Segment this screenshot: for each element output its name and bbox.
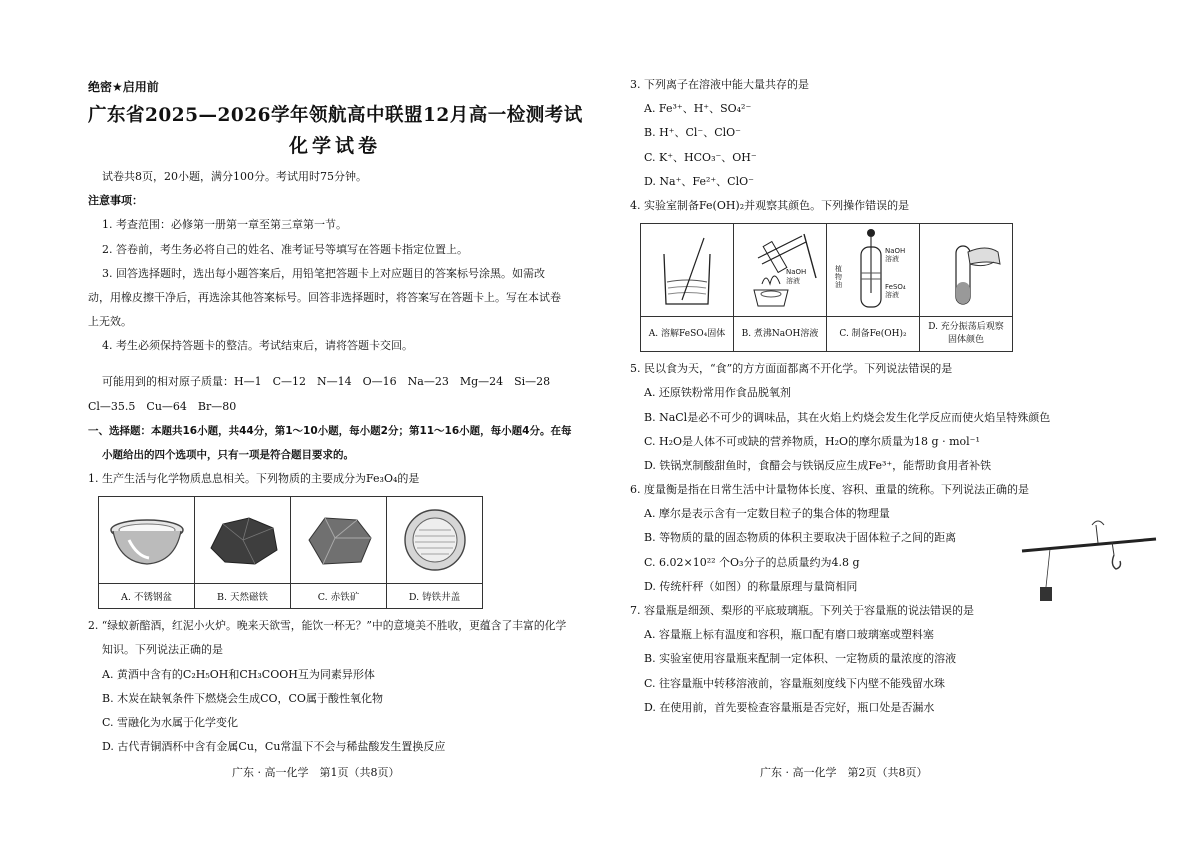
question-3-option: D. Na⁺、Fe²⁺、ClO⁻ [644,174,754,188]
option-caption: A. 溶解FeSO₄固体 [641,317,734,352]
question-1-stem: 1. 生产生活与化学物质息息相关。下列物质的主要成分为Fe₃O₄的是 [88,472,420,486]
exam-intro: 试卷共8页，20小题，满分100分。考试用时75分钟。 [102,170,367,183]
question-6-option: B. 等物质的量的固态物质的体积主要取决于固体粒子之间的距离 [644,531,957,545]
question-5-option: D. 铁锅烹制酸甜鱼时，食醋会与铁锅反应生成Fe³⁺，能帮助食用者补铁 [644,458,992,472]
boil-solution-image [734,224,827,317]
notice-item: 上无效。 [88,315,132,329]
exam-subject: 化学试卷 [288,135,381,157]
magnetite-image [195,497,291,584]
feso4-label: FeSO₄ [885,283,906,292]
question-7-option: D. 在使用前，首先要检查容量瓶是否完好，瓶口处是否漏水 [644,700,935,714]
question-2-option: D. 古代青铜酒杯中含有金属Cu，Cu常温下不会与稀盐酸发生置换反应 [102,740,446,754]
question-7-option: A. 容量瓶上标有温度和容积，瓶口配有磨口玻璃塞或塑料塞 [644,628,934,642]
option-caption: C. 赤铁矿 [291,584,387,609]
solution-label: 溶液 [885,255,899,264]
question-5-option: C. H₂O是人体不可或缺的营养物质，H₂O的摩尔质量为18 g · mol⁻¹ [644,434,980,448]
question-3-option: A. Fe³⁺、H⁺、SO₄²⁻ [644,102,752,116]
exam-title: 广东省2025—2026学年领航高中联盟12月高一检测考试 [88,105,583,126]
option-caption: B. 煮沸NaOH溶液 [734,317,827,352]
notice-item: 动，用橡皮擦干净后，再选涂其他答案标号。回答非选择题时，将答案写在答题卡上。写在本试卷 [88,290,561,304]
question-4-stem: 4. 实验室制备Fe(OH)₂并观察其颜色。下列操作错误的是 [630,198,910,212]
option-caption: A. 不锈钢盆 [99,584,195,609]
notice-item: 3. 回答选择题时，选出每小题答案后，用铅笔把答题卡上对应题目的答案标号涂黑。如需改 [102,266,545,280]
option-caption: B. 天然磁铁 [195,584,291,609]
atomic-mass-line: Cl—35.5 Cu—64 Br—80 [88,399,237,413]
question-7-option: B. 实验室使用容量瓶来配制一定体积、一定物质的量浓度的溶液 [644,652,957,666]
hematite-image [291,497,387,584]
question-6-option: D. 传统杆秤（如图）的称量原理与量筒相同 [644,579,858,593]
question-7-stem: 7. 容量瓶是细颈、梨形的平底玻璃瓶。下列关于容量瓶的说法错误的是 [630,604,974,617]
vegetable-oil-label: 油 [835,281,842,290]
question-5-stem: 5. 民以食为天，“食”的方方面面都离不开化学。下列说法错误的是 [630,362,953,376]
question-6-stem: 6. 度量衡是指在日常生活中计量物体长度、容积、重量的统称。下列说法正确的是 [630,483,1029,497]
question-5-option: A. 还原铁粉常用作食品脱氧剂 [644,386,791,400]
page-1-footer: 广东 · 高一化学 第1页（共8页） [232,766,400,779]
question-3-option: C. K⁺、HCO₃⁻、OH⁻ [644,150,757,164]
question-2-stem: 2. “绿蚁新醅酒，红泥小火炉。晚来天欲雪，能饮一杯无？”中的意境美不胜收，更蕴含了丰富的化学 [88,619,567,633]
naoh-label: NaOH [786,268,807,277]
question-2-stem: 知识。下列说法正确的是 [102,643,223,657]
shake-tube-image [920,224,1013,317]
notice-item: 1. 考查范围：必修第一册第一章至第三章第一节。 [102,218,347,232]
option-caption: C. 制备Fe(OH)₂ [827,317,920,352]
question-2-option: A. 黄酒中含有的C₂H₅OH和CH₃COOH互为同素异形体 [102,667,375,681]
question-6-option: A. 摩尔是表示含有一定数目粒子的集合体的物理量 [644,507,890,521]
notice-item: 2. 答卷前，考生务必将自己的姓名、准考证号等填写在答题卡指定位置上。 [102,242,468,256]
section-heading: 小题给出的四个选项中，只有一项是符合题目要求的。 [102,448,354,461]
confidential-mark: 绝密★启用前 [88,80,159,94]
option-caption: D. 铸铁井盖 [387,584,483,609]
question-4-experiment-table [640,223,1013,352]
vegetable-oil-label: 物 [835,273,842,282]
question-2-option: B. 木炭在缺氧条件下燃烧会生成CO，CO属于酸性氧化物 [102,691,383,705]
vegetable-oil-label: 植 [835,265,842,274]
dissolve-beaker-image [641,224,734,317]
prepare-hydroxide-image [827,224,920,317]
atomic-mass-line: 可能用到的相对原子质量：H—1 C—12 N—14 O—16 Na—23 Mg—24 Si—28 [102,375,551,389]
question-1-image-table [98,496,483,609]
exam-page-2 [600,0,1200,848]
question-2-option: C. 雪融化为水属于化学变化 [102,716,239,729]
section-heading: 一、选择题：本题共16小题，共44分，第1～10小题，每小题2分；第11～16小题，每小题4分。在每 [88,424,572,437]
option-caption [920,317,1013,352]
steel-basin-image [99,497,195,584]
solution-label: 溶液 [885,291,899,300]
question-3-option: B. H⁺、Cl⁻、ClO⁻ [644,126,741,140]
question-7-option: C. 往容量瓶中转移溶液前，容量瓶刻度线下内壁不能残留水珠 [644,676,946,690]
option-caption-line: 固体颜色 [947,335,984,346]
notice-heading: 注意事项： [88,194,143,208]
question-3-stem: 3. 下列离子在溶液中能大量共存的是 [630,78,809,91]
page-2-footer: 广东 · 高一化学 第2页（共8页） [760,766,928,779]
notice-item: 4. 考生必须保持答题卡的整洁。考试结束后，请将答题卡交回。 [102,339,413,353]
steelyard-scale-image [1020,515,1160,615]
naoh-label: NaOH [885,247,906,256]
question-5-option: B. NaCl是必不可少的调味品，其在火焰上灼烧会发生化学反应而使火焰呈特殊颜色 [644,410,1051,424]
option-caption-line: D. 充分振荡后观察 [928,322,1004,333]
question-6-option: C. 6.02×10²² 个O₃分子的总质量约为4.8 g [644,555,860,569]
cast-iron-cover-image [387,497,483,584]
solution-label: 溶液 [786,277,800,286]
